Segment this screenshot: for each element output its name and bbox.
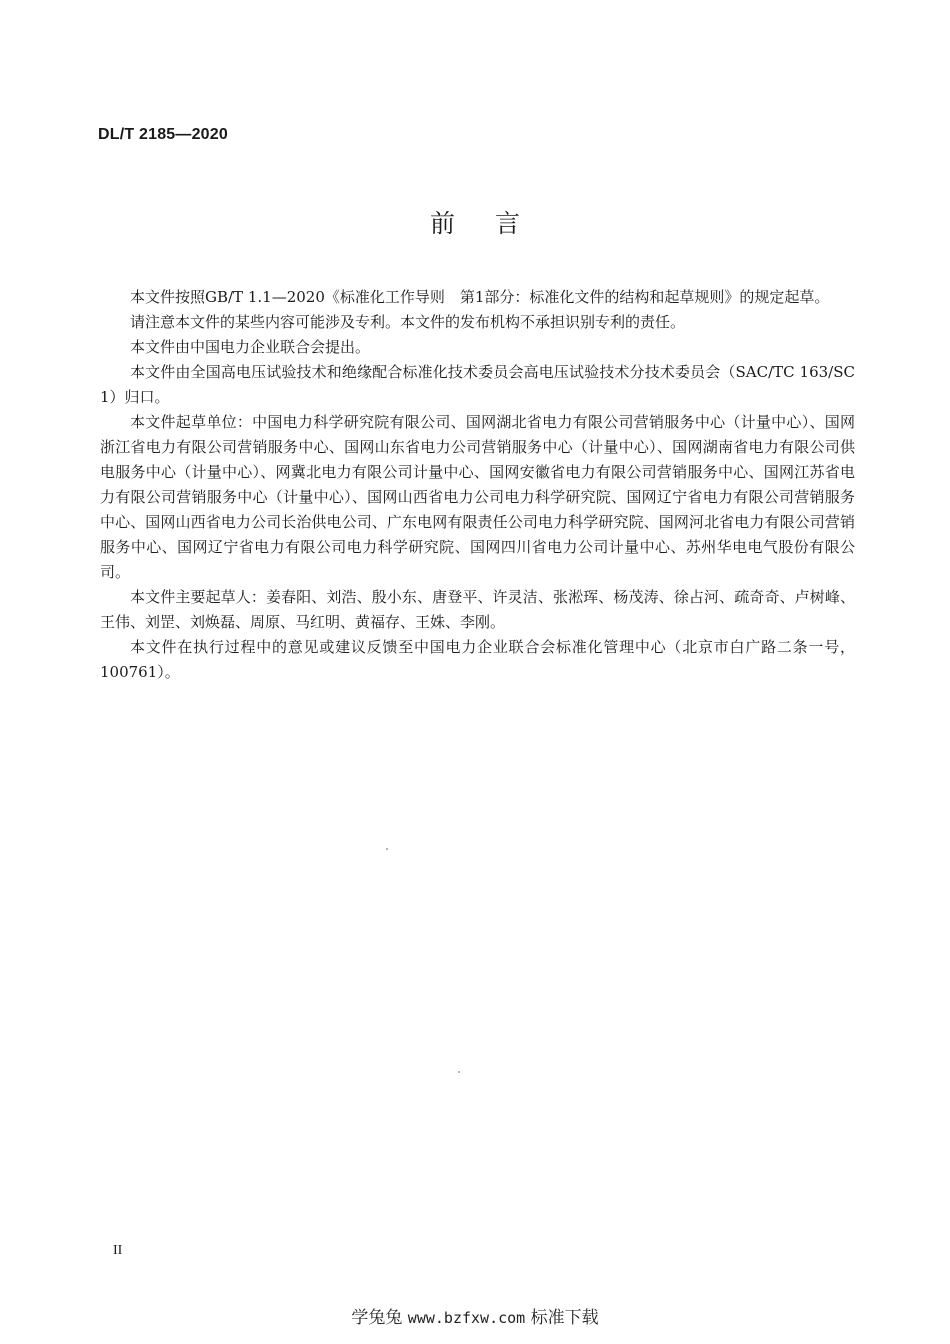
scan-speck	[386, 848, 388, 850]
paragraph-drafters: 本文件主要起草人：姜春阳、刘浩、殷小东、唐登平、许灵洁、张淞珲、杨茂涛、徐占河、疏奇奇、卢树峰、王伟、刘罡、刘焕磊、周原、马红明、黄福存、王姝、李刚。	[100, 588, 855, 631]
watermark	[0, 1303, 950, 1328]
paragraph-patent-notice: 请注意本文件的某些内容可能涉及专利。本文件的发布机构不承担识别专利的责任。	[130, 313, 686, 331]
document-code: DL/T 2185—2020	[98, 126, 228, 143]
paragraph-feedback: 本文件在执行过程中的意见或建议反馈至中国电力企业联合会标准化管理中心（北京市白广路二条一号，100761）。	[100, 638, 855, 681]
page-number: II	[113, 1243, 123, 1258]
paragraph-drafting-units: 本文件起草单位：中国电力科学研究院有限公司、国网湖北省电力有限公司营销服务中心（计量中心）、国网浙江省电力有限公司营销服务中心、国网山东省电力公司营销服务中心（计量中心）、国网湖南省电力有限公司供电服务中心（计量中心）、网冀北电力有限公司计量中心、国网安徽省电力有限公司营销服务中心、国网江苏省电力有限公司营销服务中心（计量中心）、国网山西省电力公司电力科学研究院、国网辽宁省电力有限公司营销服务中心、国网山西省电力公司长治供电公司、广东电网有限责任公司电力科学研究院、国网河北省电力有限公司营销服务中心、国网辽宁省电力有限公司电力科学研究院、国网四川省电力公司计量中心、苏州华电电气股份有限公司。	[100, 413, 855, 581]
watermark-prefix: 学兔兔	[351, 1308, 403, 1328]
paragraph-drafting-rules: 本文件按照GB/T 1.1—2020《标准化工作导则 第1部分：标准化文件的结构和起草规则》的规定起草。	[130, 288, 830, 306]
paragraph-proposer: 本文件由中国电力企业联合会提出。	[130, 338, 371, 356]
paragraph-committee: 本文件由全国高电压试验技术和绝缘配合标准化技术委员会高电压试验技术分技术委员会（SAC/TC 163/SC 1）归口。	[100, 363, 855, 406]
scan-speck	[458, 1071, 460, 1073]
watermark-url: www.bzfxw.com	[407, 1309, 526, 1327]
foreword-body	[100, 285, 855, 685]
watermark-suffix: 标准下载	[530, 1308, 599, 1328]
page-title: 前言	[429, 209, 560, 238]
